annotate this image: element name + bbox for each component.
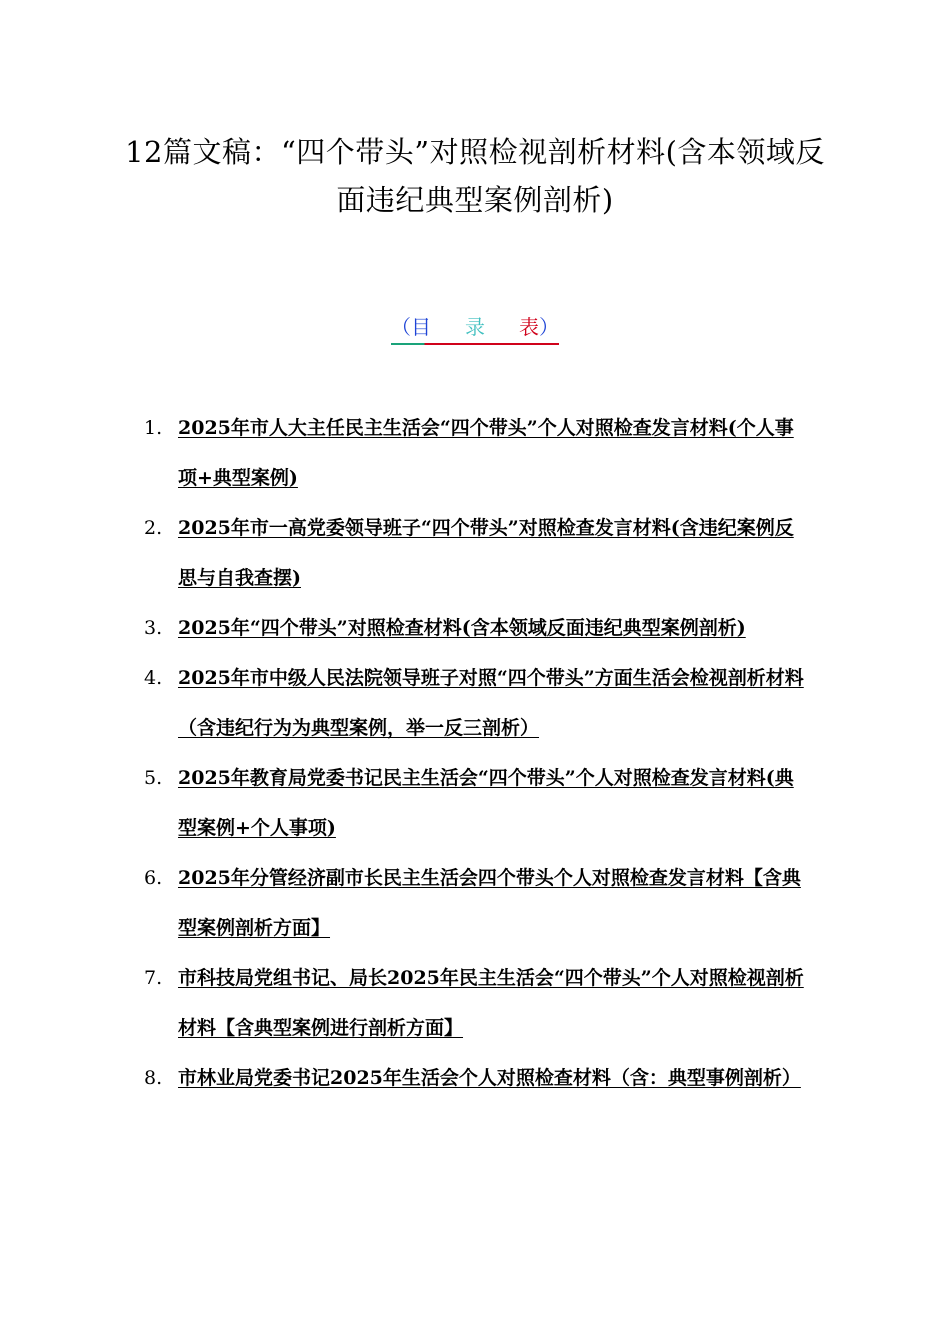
toc-item-link[interactable]: 市林业局党委书记2025年生活会个人对照检查材料（含：典型事例剖析） [178, 1067, 801, 1089]
toc-item-number: 1. [144, 417, 163, 439]
toc-heading-underline [391, 343, 559, 345]
toc-item-link[interactable]: 2025年市一高党委领导班子“四个带头”对照检查发言材料(含违纪案例反思与自我查摆) [178, 517, 794, 589]
toc-item [140, 603, 810, 653]
toc-list [140, 403, 810, 1103]
toc-heading-open-paren: （ [391, 315, 411, 339]
toc-item-number: 5. [144, 767, 163, 789]
toc-heading-char-mu: 目 [411, 315, 431, 339]
toc-item-number: 8. [144, 1067, 163, 1089]
toc-item [140, 753, 810, 853]
toc-item-number: 7. [144, 967, 163, 989]
toc-item [140, 503, 810, 603]
toc-item-link[interactable]: 2025年教育局党委书记民主生活会“四个带头”个人对照检查发言材料(典型案例+个人事项) [178, 767, 794, 839]
toc-item [140, 653, 810, 753]
toc-item [140, 1053, 810, 1103]
toc-item [140, 403, 810, 503]
toc-heading-char-biao: 表 [519, 315, 539, 339]
toc-item-number: 4. [144, 667, 163, 689]
toc-item-link[interactable]: 2025年市人大主任民主生活会“四个带头”个人对照检查发言材料(个人事项+典型案例) [178, 417, 794, 489]
toc-item-link[interactable]: 2025年市中级人民法院领导班子对照“四个带头”方面生活会检视剖析材料（含违纪行为为典型案例，举一反三剖析） [178, 667, 804, 739]
toc-item [140, 853, 810, 953]
toc-item-link[interactable]: 市科技局党组书记、局长2025年民主生活会“四个带头”个人对照检视剖析材料【含典型案例进行剖析方面】 [178, 967, 804, 1039]
toc-heading-close-paren: ） [539, 315, 559, 339]
toc-item-number: 3. [144, 617, 163, 639]
toc-heading-underlined [391, 312, 559, 346]
toc-heading [0, 312, 950, 346]
toc-item-link[interactable]: 2025年“四个带头”对照检查材料(含本领域反面违纪典型案例剖析) [178, 617, 746, 639]
toc-item-link[interactable]: 2025年分管经济副市长民主生活会四个带头个人对照检查发言材料【含典型案例剖析方面】 [178, 867, 801, 939]
toc-item [140, 953, 810, 1053]
toc-heading-char-lu: 录 [465, 315, 485, 339]
document-title: 12篇文稿：“四个带头”对照检视剖析材料(含本领域反面违纪典型案例剖析) [125, 135, 825, 217]
toc-item-number: 2. [144, 517, 163, 539]
toc-item-number: 6. [144, 867, 163, 889]
